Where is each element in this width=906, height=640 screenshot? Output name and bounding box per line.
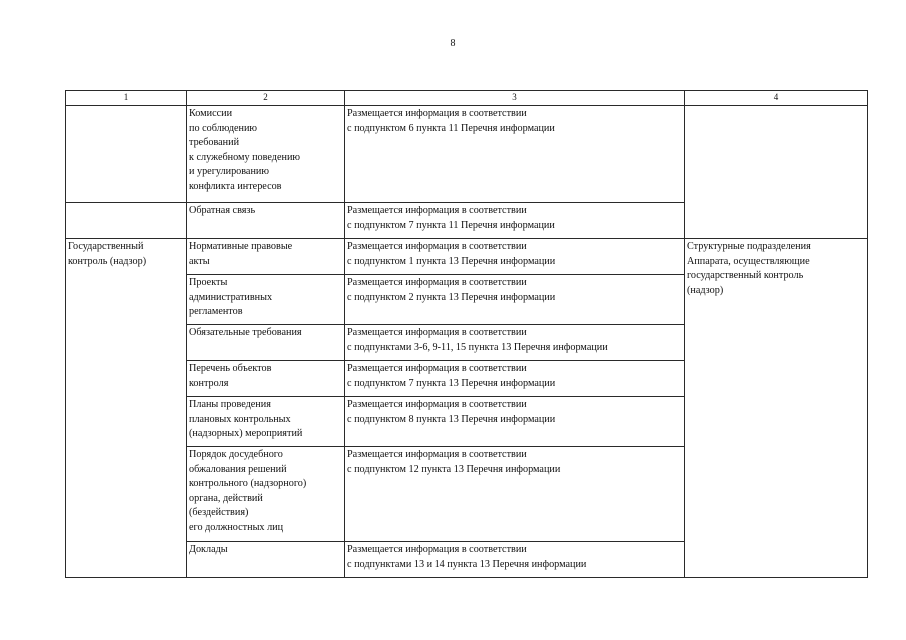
section-name-cell: Обязательные требования (187, 325, 345, 361)
info-cell: Размещается информация в соответствии с подпунктами 3-6, 9-11, 15 пункта 13 Перечня информации (345, 325, 685, 361)
info-cell: Размещается информация в соответствии с подпунктом 12 пункта 13 Перечня информации (345, 447, 685, 542)
info-cell: Размещается информация в соответствии с подпунктом 6 пункта 11 Перечня информации (345, 106, 685, 203)
info-cell: Размещается информация в соответствии с подпунктом 8 пункта 13 Перечня информации (345, 397, 685, 447)
section-name-cell: Проекты административных регламентов (187, 275, 345, 325)
info-cell: Размещается информация в соответствии с подпунктом 7 пункта 11 Перечня информации (345, 203, 685, 239)
section-name-cell: Обратная связь (187, 203, 345, 239)
section-name-cell: Порядок досудебного обжалования решений контрольного (надзорного) органа, действий (бездействия) его должностных лиц (187, 447, 345, 542)
info-cell: Размещается информация в соответствии с подпунктом 1 пункта 13 Перечня информации (345, 239, 685, 275)
table-row (66, 239, 868, 275)
section-name-cell: Комиссии по соблюдению требований к служебному поведению и урегулированию конфликта интересов (187, 106, 345, 203)
table-row (66, 106, 868, 203)
empty-cell (66, 203, 187, 239)
column-number: 3 (345, 91, 685, 106)
document-table (65, 90, 868, 578)
info-cell: Размещается информация в соответствии с подпунктами 13 и 14 пункта 13 Перечня информации (345, 542, 685, 578)
empty-cell (66, 106, 187, 203)
group-title-cell: Государственный контроль (надзор) (66, 239, 187, 578)
page-number: 8 (450, 38, 456, 49)
column-number: 2 (187, 91, 345, 106)
column-number: 4 (685, 91, 868, 106)
column-number: 1 (66, 91, 187, 106)
section-name-cell: Перечень объектов контроля (187, 361, 345, 397)
empty-cell (685, 106, 868, 239)
section-name-cell: Нормативные правовые акты (187, 239, 345, 275)
section-name-cell: Планы проведения плановых контрольных (надзорных) мероприятий (187, 397, 345, 447)
info-cell: Размещается информация в соответствии с подпунктом 2 пункта 13 Перечня информации (345, 275, 685, 325)
column-number-row (66, 91, 868, 106)
info-cell: Размещается информация в соответствии с подпунктом 7 пункта 13 Перечня информации (345, 361, 685, 397)
responsible-unit-cell: Структурные подразделения Аппарата, осуществляющие государственный контроль (надзор) (685, 239, 868, 578)
section-name-cell: Доклады (187, 542, 345, 578)
